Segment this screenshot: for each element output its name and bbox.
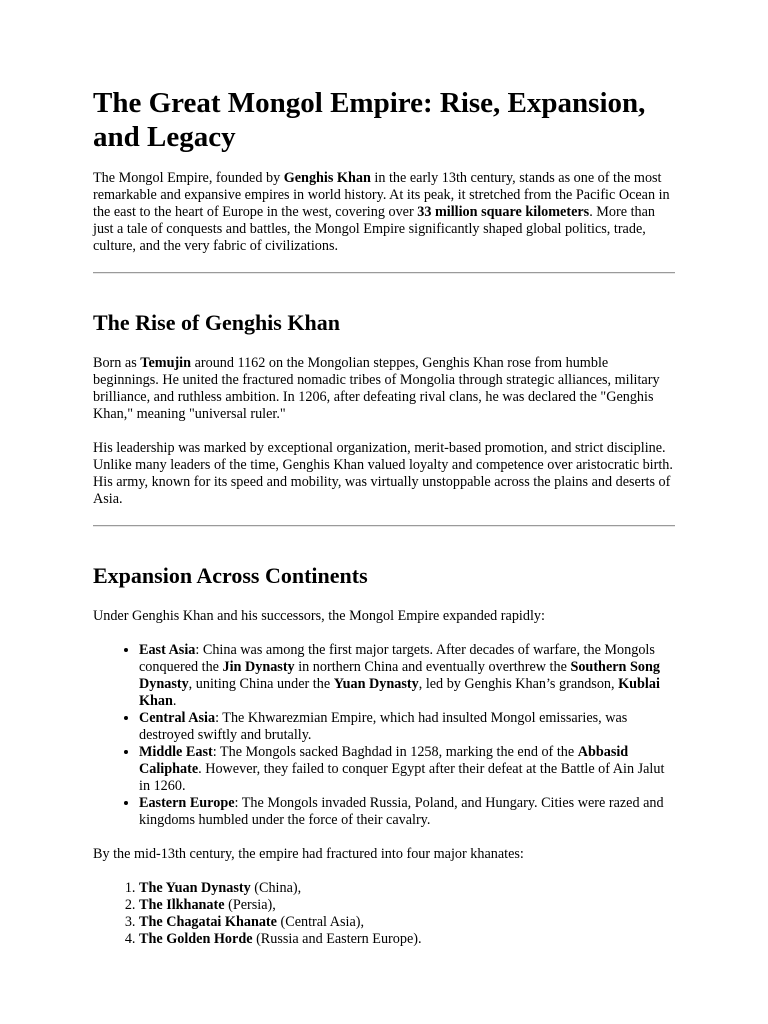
khanate-region: (Central Asia),	[276, 914, 365, 930]
khanate-item	[139, 880, 675, 897]
rise-paragraph-2: His leadership was marked by exceptional organization, merit-based promotion, and strict discipline. Unlike many leaders of the time, Genghis Khan valued loyalty and competence over aristocratic birth. His army, known for its speed and mobility, was virtually unstoppable across the plains and deserts of Asia.	[93, 440, 673, 507]
list-item-text: .	[172, 693, 177, 709]
expansion-bullet-list	[93, 642, 675, 829]
bold-term: Yuan Dynasty	[333, 676, 419, 692]
intro-paragraph	[93, 170, 675, 255]
page-title: The Great Mongol Empire: Rise, Expansion, and Legacy	[93, 87, 646, 153]
khanates-intro: By the mid-13th century, the empire had fractured into four major khanates:	[93, 846, 524, 862]
bold-term: Jin Dynasty	[222, 659, 295, 675]
khanate-name: The Chagatai Khanate	[139, 914, 277, 930]
intro-text-3: . More than just a tale of conquests and battles, the Mongol Empire significantly shaped global politics, trade, culture, and the very fabric of civilizations.	[93, 204, 656, 254]
khanate-region: (Russia and Eastern Europe).	[252, 931, 422, 947]
section-heading-rise: The Rise of Genghis Khan	[93, 310, 340, 335]
bold-term: Southern Song Dynasty	[139, 659, 660, 692]
list-item-text: , uniting China under the	[188, 676, 334, 692]
list-item-text: : China was among the first major targets. After decades of warfare, the Mongols conquered the	[139, 642, 655, 675]
khanate-region: (China),	[250, 880, 302, 896]
section-divider-2	[93, 525, 675, 527]
region-label: East Asia	[139, 642, 196, 658]
bold-term: Kublai Khan	[139, 676, 660, 709]
rise-paragraph-1	[93, 355, 675, 423]
list-item-text: : The Mongols sacked Baghdad in 1258, marking the end of the	[212, 744, 578, 760]
list-item-text: in northern China and eventually overthrew the	[294, 659, 571, 675]
rise-text-1: Born as	[93, 355, 141, 371]
list-item-eastern-europe	[139, 795, 675, 829]
list-item-middle-east	[139, 744, 675, 795]
rise-bold-temujin: Temujin	[140, 355, 192, 371]
intro-text-2: in the early 13th century, stands as one of the most remarkable and expansive empires in world history. At its peak, it stretched from the Pacific Ocean in the east to the heart of Europe in the west, covering over	[93, 170, 670, 220]
rise-text-2: around 1162 on the Mongolian steppes, Genghis Khan rose from humble beginnings. He united the fractured nomadic tribes of Mongolia through strategic alliances, military brilliance, and ruthless ambition. In 1206, after defeating rival clans, he was declared the "Genghis Khan," meaning "universal ruler."	[93, 355, 660, 422]
khanate-item	[139, 931, 675, 948]
list-item-text: : The Mongols invaded Russia, Poland, and Hungary. Cities were razed and kingdoms humbled under the force of their cavalry.	[139, 795, 664, 828]
intro-bold-area: 33 million square kilometers	[417, 204, 590, 220]
intro-bold-genghis-khan: Genghis Khan	[283, 170, 371, 186]
list-item-text: : The Khwarezmian Empire, which had insulted Mongol emissaries, was destroyed swiftly and brutally.	[139, 710, 628, 743]
list-item-central-asia	[139, 710, 675, 744]
khanate-name: The Yuan Dynasty	[139, 880, 251, 896]
document-page	[93, 86, 675, 965]
list-item-text: , led by Genghis Khan’s grandson,	[418, 676, 619, 692]
expansion-intro: Under Genghis Khan and his successors, the Mongol Empire expanded rapidly:	[93, 608, 545, 624]
intro-text-1: The Mongol Empire, founded by	[93, 170, 284, 186]
region-label: Middle East	[139, 744, 213, 760]
khanate-name: The Ilkhanate	[139, 897, 225, 913]
section-divider-1	[93, 272, 675, 274]
region-label: Central Asia	[139, 710, 216, 726]
list-item-text: . However, they failed to conquer Egypt after their defeat at the Battle of Ain Jalut in 1260.	[139, 761, 665, 794]
khanate-name: The Golden Horde	[139, 931, 253, 947]
bold-term: Abbasid Caliphate	[139, 744, 629, 777]
region-label: Eastern Europe	[139, 795, 235, 811]
khanate-item	[139, 914, 675, 931]
section-heading-expansion: Expansion Across Continents	[93, 563, 368, 588]
khanate-item	[139, 897, 675, 914]
list-item-east-asia	[139, 642, 675, 710]
khanate-region: (Persia),	[224, 897, 276, 913]
khanates-numbered-list	[93, 880, 675, 948]
